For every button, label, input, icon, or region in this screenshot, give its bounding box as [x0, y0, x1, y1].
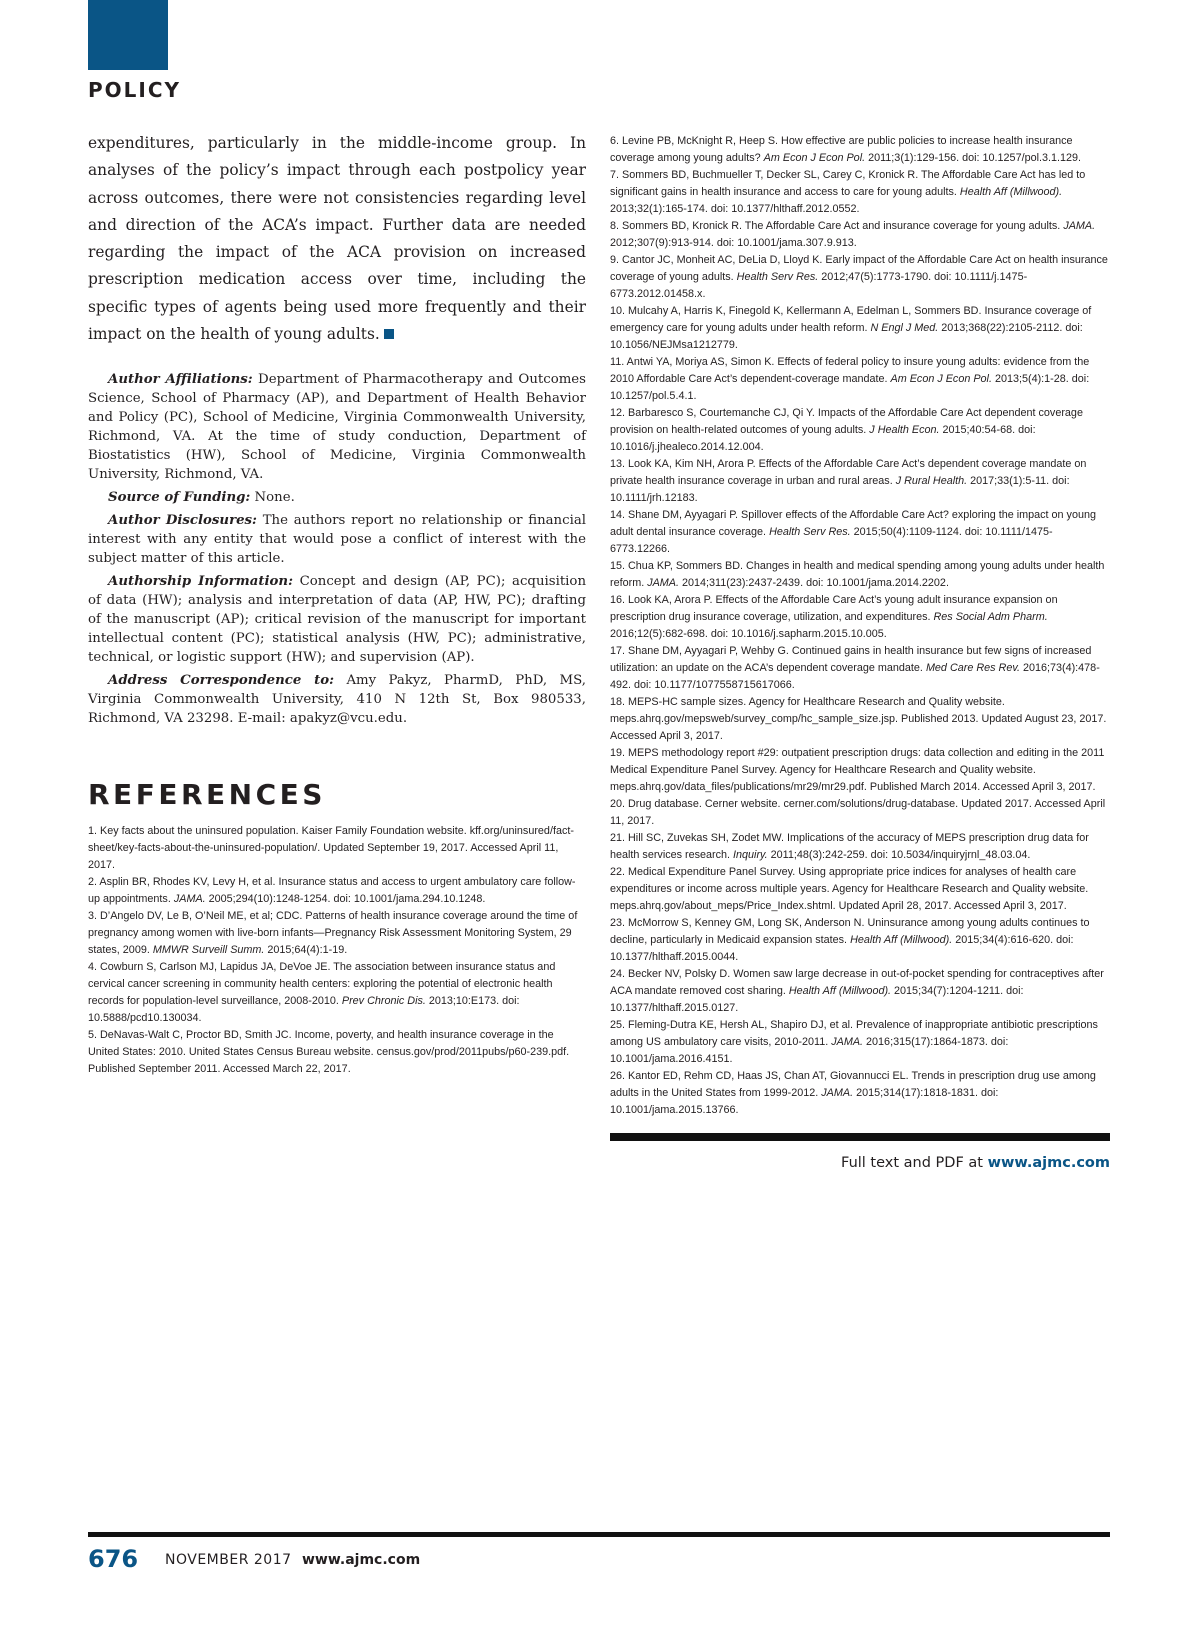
issue-date: NOVEMBER 2017: [165, 1552, 292, 1568]
reference-item: 6. Levine PB, McKnight R, Heep S. How effective are public policies to increase health insurance coverage among young adults? Am Econ J Econ Pol. 2011;3(1):129-156. doi: 10.1257/pol.3.1.129.: [610, 135, 1081, 164]
body-paragraph-text: expenditures, particularly in the middle-income group. In analyses of the policy’s impact through each postpolicy year across outcomes, there were not consistencies regarding level and direction of the ACA’s impact. Further data are needed regarding the impact of the ACA provision on increased prescription medication access over time, including the specific types of agents being used more frequently and their impact on the health of young adults.: [88, 134, 586, 344]
reference-item: 21. Hill SC, Zuvekas SH, Zodet MW. Implications of the accuracy of MEPS prescription drug data for health services research. Inquiry. 2011;48(3):242-259. doi: 10.5034/inquiryjrnl_48.03.04.: [610, 832, 1089, 861]
footer-url[interactable]: www.ajmc.com: [302, 1552, 421, 1568]
authorship-label: Authorship Information:: [108, 574, 293, 590]
body-paragraph: [88, 130, 586, 348]
footer-rule: [88, 1532, 1110, 1537]
reference-item: 9. Cantor JC, Monheit AC, DeLia D, Lloyd K. Early impact of the Affordable Care Act on health insurance coverage of young adults. Health Serv Res. 2012;47(5):1773-1790. doi: 10.1111/j.1475-6773.2012.01458.x.: [610, 254, 1108, 300]
reference-item: 17. Shane DM, Ayyagari P, Wehby G. Continued gains in health insurance but few signs of increased utilization: an update on the ACA’s dependent coverage mandate. Med Care Res Rev. 2016;73(4):478-492. doi: 10.1177/1077558715617066.: [610, 645, 1100, 691]
disclosures-text: The authors report no relationship or financial interest with any entity that would pose a conflict of interest with the subject matter of this article.: [88, 513, 587, 567]
affiliations-text: Department of Pharmacotherapy and Outcomes Science, School of Pharmacy (AP), and Department of Health Behavior and Policy (PC), School of Medicine, Virginia Commonwealth University, Richmond, VA. At the time of study conduction, Department of Biostatistics (HW), School of Medicine, Virginia Commonwealth University, Richmond, VA.: [88, 372, 586, 483]
reference-item: 3. D’Angelo DV, Le B, O’Neil ME, et al; CDC. Patterns of health insurance coverage around the time of pregnancy among women with live-born infants—Pregnancy Risk Assessment Monitoring System, 29 states, 2009. MMWR Surveill Summ. 2015;64(4):1-19.: [88, 910, 578, 957]
reference-item: 12. Barbaresco S, Courtemanche CJ, Qi Y. Impacts of the Affordable Care Act dependent coverage provision on health-related outcomes of young adults. J Health Econ. 2015;40:54-68. doi: 10.1016/j.jhealeco.2014.12.004.: [610, 407, 1083, 453]
references-end-rule: [610, 1133, 1110, 1141]
end-of-article-mark: [384, 329, 394, 339]
reference-item: 7. Sommers BD, Buchmueller T, Decker SL, Carey C, Kronick R. The Affordable Care Act has led to significant gains in health insurance and access to care for young adults. Health Aff (Millwood). 2013;32(1):165-174. doi: 10.1377/hlthaff.2012.0552.: [610, 169, 1086, 215]
correspondence-text: Amy Pakyz, PharmD, PhD, MS, Virginia Commonwealth University, 410 N 12th St, Box 980533, Richmond, VA 23298. E-mail: apakyz@vcu.edu.: [88, 673, 586, 727]
reference-item: 5. DeNavas-Walt C, Proctor BD, Smith JC. Income, poverty, and health insurance coverage in the United States: 2010. United States Census Bureau website. census.gov/prod/2011pubs/p60-239.pdf. Published September 2011. Accessed March 22, 2017.: [88, 1029, 570, 1076]
left-column: [88, 130, 586, 1078]
reference-item: 11. Antwi YA, Moriya AS, Simon K. Effects of federal policy to insure young adults: evidence from the 2010 Affordable Care Act’s dependent-coverage mandate. Am Econ J Econ Pol. 2013;5(4):1-28. doi: 10.1257/pol.5.4.1.: [610, 356, 1090, 402]
fulltext-note: [610, 1155, 1110, 1171]
reference-item: 16. Look KA, Arora P. Effects of the Affordable Care Act’s young adult insurance expansion on prescription drug insurance coverage, utilization, and expenditures. Res Social Adm Pharm. 2016;12(5):682-698. doi: 10.1016/j.sapharm.2015.10.005.: [610, 594, 1058, 640]
correspondence-label: Address Correspondence to:: [108, 673, 335, 689]
reference-item: 24. Becker NV, Polsky D. Women saw large decrease in out-of-pocket spending for contraceptives after ACA mandate removed cost sharing. Health Aff (Millwood). 2015;34(7):1204-1211. doi: 10.1377/hlthaff.2015.0127.: [610, 968, 1104, 1014]
fulltext-link[interactable]: www.ajmc.com: [987, 1155, 1110, 1171]
affiliations-label: Author Affiliations:: [108, 372, 253, 388]
right-column: [610, 133, 1110, 1171]
reference-item: 1. Key facts about the uninsured population. Kaiser Family Foundation website. kff.org/uninsured/fact-sheet/key-facts-about-the-uninsured-population/. Updated September 19, 2017. Accessed April 11, 2017.: [88, 825, 574, 872]
author-disclosures: [88, 511, 586, 568]
author-affiliations: [88, 370, 586, 484]
reference-list-left: [88, 823, 586, 1078]
authorship-text: Concept and design (AP, PC); acquisition of data (HW); analysis and interpretation of data (AP, HW, PC); drafting of the manuscript (AP); critical revision of the manuscript for important intellectual content (PC); statistical analysis (HW, PC); administrative, technical, or logistic support (HW); and supervision (AP).: [88, 574, 587, 666]
reference-item: 26. Kantor ED, Rehm CD, Haas JS, Chan AT, Giovannucci EL. Trends in prescription drug use among adults in the United States from 1999-2012. JAMA. 2015;314(17):1818-1831. doi: 10.1001/jama.2015.13766.: [610, 1070, 1096, 1116]
reference-item: 14. Shane DM, Ayyagari P. Spillover effects of the Affordable Care Act? exploring the impact on young adult dental insurance coverage. Health Serv Res. 2015;50(4):1109-1124. doi: 10.1111/1475-6773.12266.: [610, 509, 1096, 555]
reference-item: 8. Sommers BD, Kronick R. The Affordable Care Act and insurance coverage for young adults. JAMA. 2012;307(9):913-914. doi: 10.1001/jama.307.9.913.: [610, 220, 1096, 249]
reference-item: 2. Asplin BR, Rhodes KV, Levy H, et al. Insurance status and access to urgent ambulatory care follow-up appointments. JAMA. 2005;294(10):1248-1254. doi: 10.1001/jama.294.10.1248.: [88, 876, 576, 906]
source-of-funding: [88, 488, 586, 507]
reference-item: 10. Mulcahy A, Harris K, Finegold K, Kellermann A, Edelman L, Sommers BD. Insurance coverage of emergency care for young adults under health reform. N Engl J Med. 2013;368(22):2105-2112. doi: 10.1056/NEJMsa1212779.: [610, 305, 1092, 351]
reference-list-right: [610, 133, 1110, 1119]
reference-item: 25. Fleming-Dutra KE, Hersh AL, Shapiro DJ, et al. Prevalence of inappropriate antibiotic prescriptions among US ambulatory care visits, 2010-2011. JAMA. 2016;315(17):1864-1873. doi: 10.1001/jama.2016.4151.: [610, 1019, 1098, 1065]
reference-item: 20. Drug database. Cerner website. cerner.com/solutions/drug-database. Updated 2017. Accessed April 11, 2017.: [610, 798, 1106, 827]
reference-item: 23. McMorrow S, Kenney GM, Long SK, Anderson N. Uninsurance among young adults continues to decline, particularly in Medicaid expansion states. Health Aff (Millwood). 2015;34(4):616-620. doi: 10.1377/hlthaff.2015.0044.: [610, 917, 1090, 963]
reference-item: 18. MEPS-HC sample sizes. Agency for Healthcare Research and Quality website. meps.ahrq.gov/mepsweb/survey_comp/hc_sample_size.jsp. Published 2013. Updated August 23, 2017. Accessed April 3, 2017.: [610, 696, 1107, 742]
reference-item: 4. Cowburn S, Carlson MJ, Lapidus JA, DeVoe JE. The association between insurance status and cervical cancer screening in community health centers: exploring the potential of electronic health records for population-level surveillance, 2008-2010. Prev Chronic Dis. 2013;10:E173. doi: 10.5888/pcd10.130034.: [88, 961, 556, 1025]
section-label: POLICY: [88, 78, 182, 102]
reference-item: 19. MEPS methodology report #29: outpatient prescription drugs: data collection and editing in the 2011 Medical Expenditure Panel Survey. Agency for Healthcare Research and Quality website. meps.ahrq.gov/data_files/publications/mr29/mr29.pdf. Published March 2014. Accessed April 3, 2017.: [610, 747, 1105, 793]
references-heading: REFERENCES: [88, 778, 326, 812]
reference-item: 13. Look KA, Kim NH, Arora P. Effects of the Affordable Care Act’s dependent coverage mandate on private health insurance coverage in urban and rural areas. J Rural Health. 2017;33(1):5-11. doi: 10.1111/jrh.12183.: [610, 458, 1087, 504]
fulltext-prefix: Full text and PDF at: [841, 1155, 988, 1171]
address-correspondence: [88, 671, 586, 728]
reference-item: 15. Chua KP, Sommers BD. Changes in health and medical spending among young adults under health reform. JAMA. 2014;311(23):2437-2439. doi: 10.1001/jama.2014.2202.: [610, 560, 1105, 589]
funding-text: None.: [250, 490, 295, 506]
reference-item: 22. Medical Expenditure Panel Survey. Using appropriate price indices for analyses of health care expenditures or income across multiple years. Agency for Healthcare Research and Quality website. meps.ahrq.gov/about_meps/Price_Index.shtml. Updated April 28, 2017. Accessed April 3, 2017.: [610, 866, 1089, 912]
page-number: 676: [88, 1545, 139, 1573]
author-information: [88, 370, 586, 728]
funding-label: Source of Funding:: [108, 490, 251, 506]
section-tab-block: [88, 0, 168, 70]
disclosures-label: Author Disclosures:: [108, 513, 257, 529]
authorship-information: [88, 572, 586, 667]
